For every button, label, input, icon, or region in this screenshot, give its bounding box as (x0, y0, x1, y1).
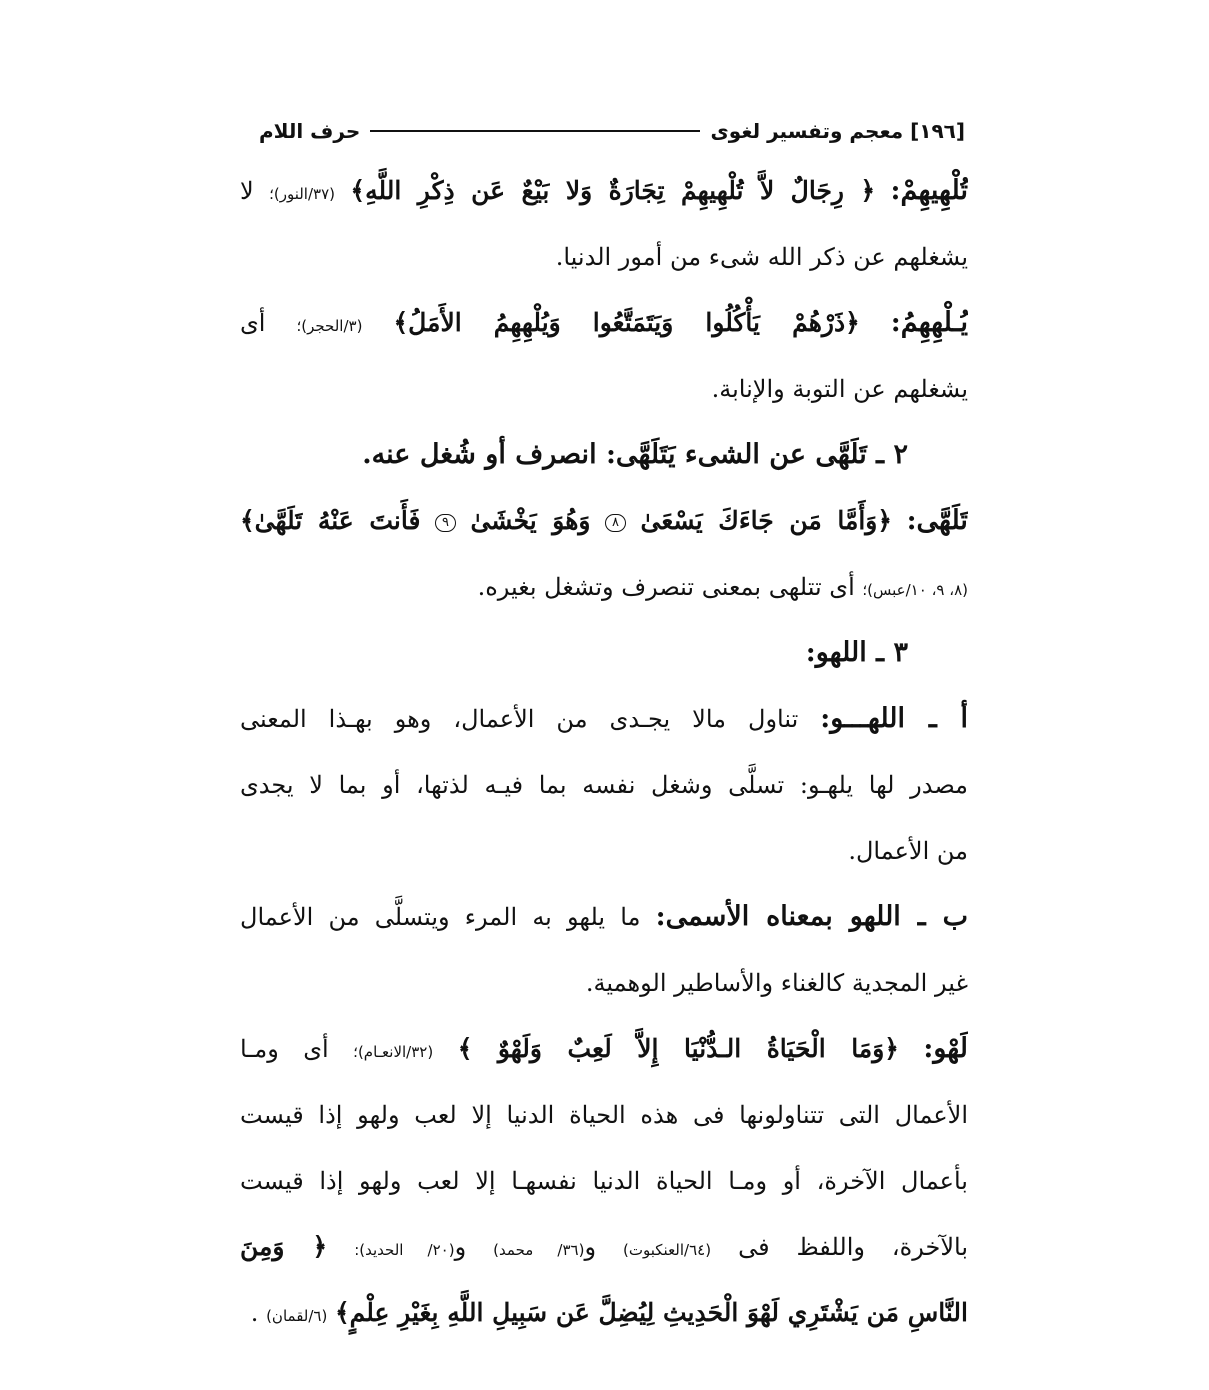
line-text: و (454, 1233, 467, 1261)
line-text: يشغلهم عن ذكر الله شىء من أمور الدنيا. (555, 243, 968, 271)
text-line (240, 158, 968, 224)
page-header (245, 113, 965, 149)
verse-reference: (٢٠/ الحديد): (354, 1241, 455, 1259)
verse-reference: (٣٢/الانعـام)؛ (353, 1043, 434, 1061)
page-body (240, 158, 968, 1346)
quran-verse: ﴿ رِجَالٌ لاَّ تُلْهِيهِمْ تِجَارَةٌ وَلا بَيْعٌ عَن ذِكْرِ اللَّهِ﴾ (350, 176, 876, 205)
verse-reference: (٣/الحجر)؛ (296, 317, 363, 335)
entry-word: ب ـ اللهو بمعناه الأسمى: (655, 901, 968, 932)
header-rule (370, 130, 700, 132)
text-line (240, 1148, 968, 1214)
line-text: مصدر لها يلهـو: تسلَّى وشغل نفسه بما فيـه لذتها، أو بما لا يجدى (240, 771, 968, 799)
text-line (240, 554, 968, 620)
line-text: . (250, 1299, 259, 1327)
line-text: أى تتلهى بمعنى تنصرف وتشغل بغيره. (477, 573, 855, 601)
line-text: يشغلهم عن التوبة والإنابة. (711, 375, 968, 403)
subheading-line (240, 620, 968, 686)
text-line (240, 818, 968, 884)
quran-verse: ﴿ وَمِنَ (240, 1232, 328, 1261)
text-line (240, 752, 968, 818)
verse-reference: (٣٦/ محمد) (493, 1241, 585, 1259)
quran-verse: ﴿وَمَا الْحَيَاةُ الـدُّنْيَا إِلاَّ لَعِبٌ وَلَهْوٌ ﴾ (457, 1034, 899, 1063)
quran-verse: ﴿ذَرْهُمْ يَأْكُلُوا وَيَتَمَتَّعُوا وَيُلْهِهِمُ الأَمَلُ﴾ (393, 308, 860, 337)
text-line (240, 488, 968, 554)
subheading: ٣ ـ اللهو: (805, 637, 908, 668)
line-text: أى (240, 309, 266, 337)
quran-verse: النَّاسِ مَن يَشْتَرِي لَهْوَ الْحَدِيثِ لِيُضِلَّ عَن سَبِيلِ اللَّهِ بِغَيْرِ عِلْمٍ﴾ (334, 1298, 968, 1327)
verse-reference: (٦/لقمان) (266, 1307, 328, 1325)
subheading-line (240, 422, 968, 488)
line-text: بالآخرة، واللفظ فى (738, 1233, 968, 1261)
verse-reference: (٣٧/النور)؛ (269, 185, 336, 203)
verse-number: ٩ (435, 514, 456, 532)
entry-word: لَهْو: (923, 1033, 968, 1064)
text-line (240, 356, 968, 422)
text-line (240, 290, 968, 356)
quran-verse: ﴿وَأَمَّا مَن جَاءَكَ يَسْعَىٰ (640, 506, 893, 535)
entry-word: تَلَهَّى: (906, 505, 968, 536)
subheading: ٢ ـ تَلَهَّى عن الشىء يَتَلَهَّى: انصرف أو شُغل عنه. (362, 439, 908, 470)
page-number-title: [١٩٦] معجم وتفسير لغوى (710, 119, 965, 143)
line-text: ما يلهو به المرء ويتسلَّى من الأعمال (240, 903, 641, 931)
verse-reference: (٨، ٩، ١٠/عبس)؛ (862, 581, 968, 599)
quran-verse: وَهُوَ يَخْشَىٰ (470, 506, 591, 535)
text-line (240, 1082, 968, 1148)
text-line (240, 686, 968, 752)
line-text: تناول مالا يجـدى من الأعمال، وهو بهـذا المعنى (240, 705, 799, 733)
line-text: و (584, 1233, 597, 1261)
line-text: بأعمال الآخرة، أو ومـا الحياة الدنيا نفسهـا إلا لعب ولهو إذا قيست (240, 1167, 968, 1195)
line-text: أى ومـا (240, 1035, 329, 1063)
section-title: حرف اللام (259, 119, 361, 143)
line-text: الأعمال التى تتناولونها فى هذه الحياة الدنيا إلا لعب ولهو إذا قيست (240, 1101, 968, 1129)
line-text: غير المجدية كالغناء والأساطير الوهمية. (585, 969, 968, 997)
entry-word: يُـلْهِهِمُ: (890, 307, 968, 338)
text-line (240, 224, 968, 290)
verse-number: ٨ (605, 514, 626, 532)
text-line (240, 1214, 968, 1280)
line-text: لا (240, 177, 254, 205)
text-line (240, 1016, 968, 1082)
text-line (240, 950, 968, 1016)
entry-word: أ ـ اللهـــو: (820, 703, 968, 734)
text-line (240, 1280, 968, 1346)
verse-reference: (٦٤/العنكبوت) (623, 1241, 712, 1259)
quran-verse: فَأَنتَ عَنْهُ تَلَهَّىٰ﴾ (240, 506, 421, 535)
text-line (240, 884, 968, 950)
line-text: من الأعمال. (848, 837, 968, 865)
entry-word: تُلْهِيهِمْ: (890, 175, 968, 206)
